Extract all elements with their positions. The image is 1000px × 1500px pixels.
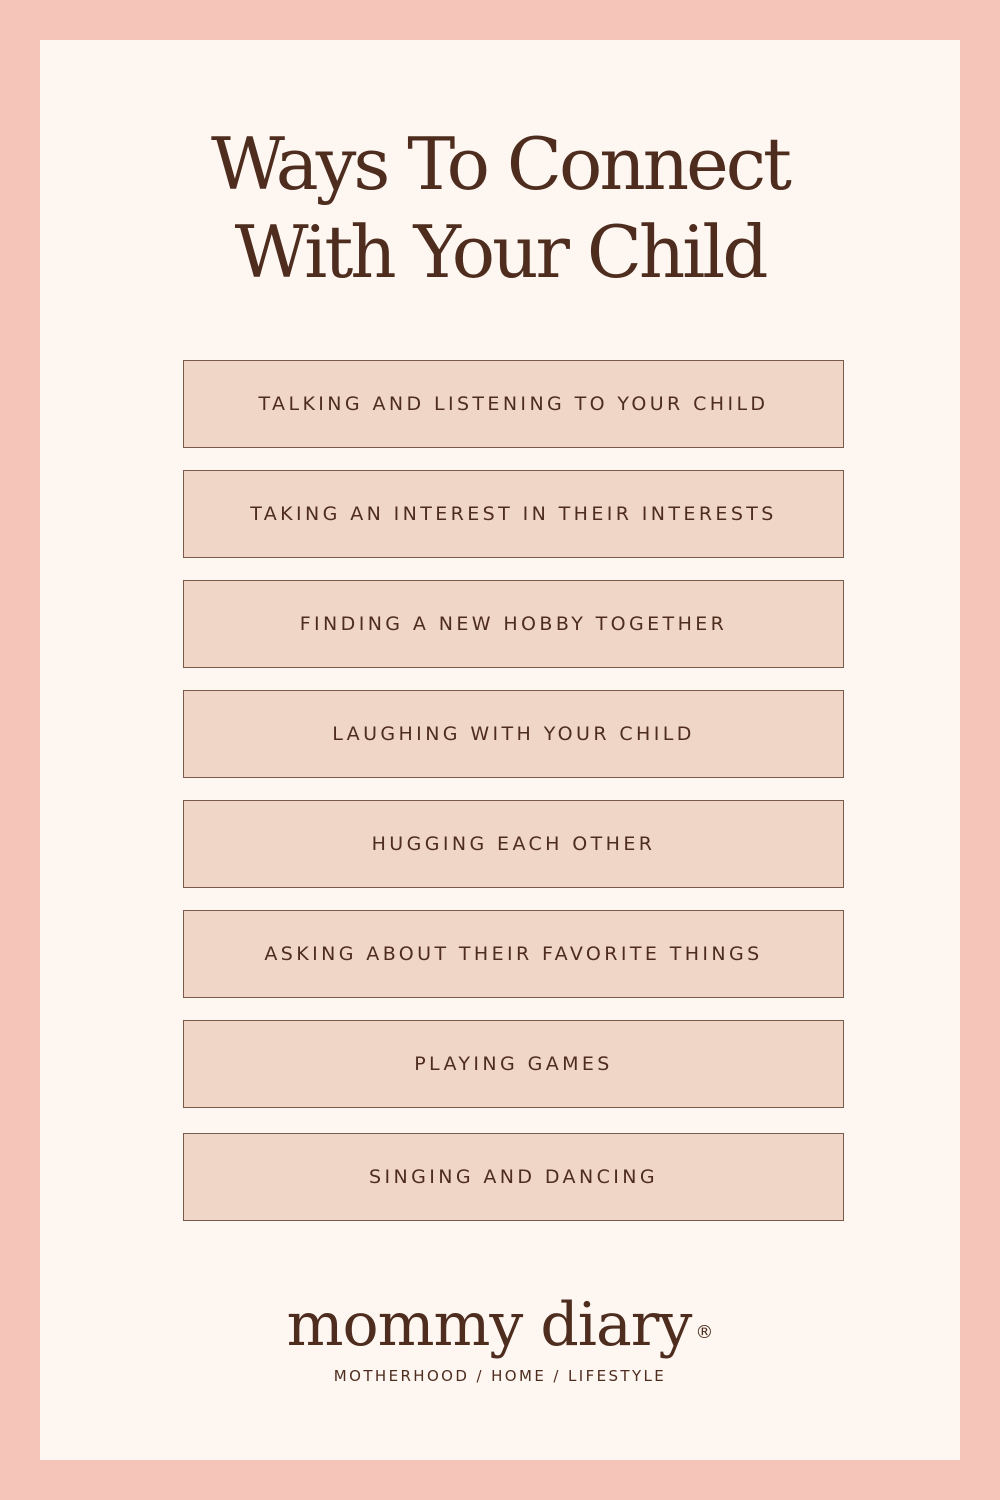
list-item-7: PLAYING GAMES (183, 1020, 844, 1108)
registered-mark: ® (695, 1322, 714, 1343)
brand-logo (0, 1290, 1000, 1360)
list-item-2: TAKING AN INTEREST IN THEIR INTERESTS (183, 470, 844, 558)
list-item-4: LAUGHING WITH YOUR CHILD (183, 690, 844, 778)
list-item-5: HUGGING EACH OTHER (183, 800, 844, 888)
list-item-8: SINGING AND DANCING (183, 1133, 844, 1221)
list-item-3: FINDING A NEW HOBBY TOGETHER (183, 580, 844, 668)
list-item-6: ASKING ABOUT THEIR FAVORITE THINGS (183, 910, 844, 998)
list-item-1: TALKING AND LISTENING TO YOUR CHILD (183, 360, 844, 448)
page-title (0, 120, 1000, 296)
brand-tagline: MOTHERHOOD / HOME / LIFESTYLE (333, 1367, 667, 1385)
title-line-2: With Your Child (234, 210, 766, 294)
title-line-1: Ways To Connect (211, 122, 789, 206)
brand-name: mommy diary (286, 1290, 692, 1360)
